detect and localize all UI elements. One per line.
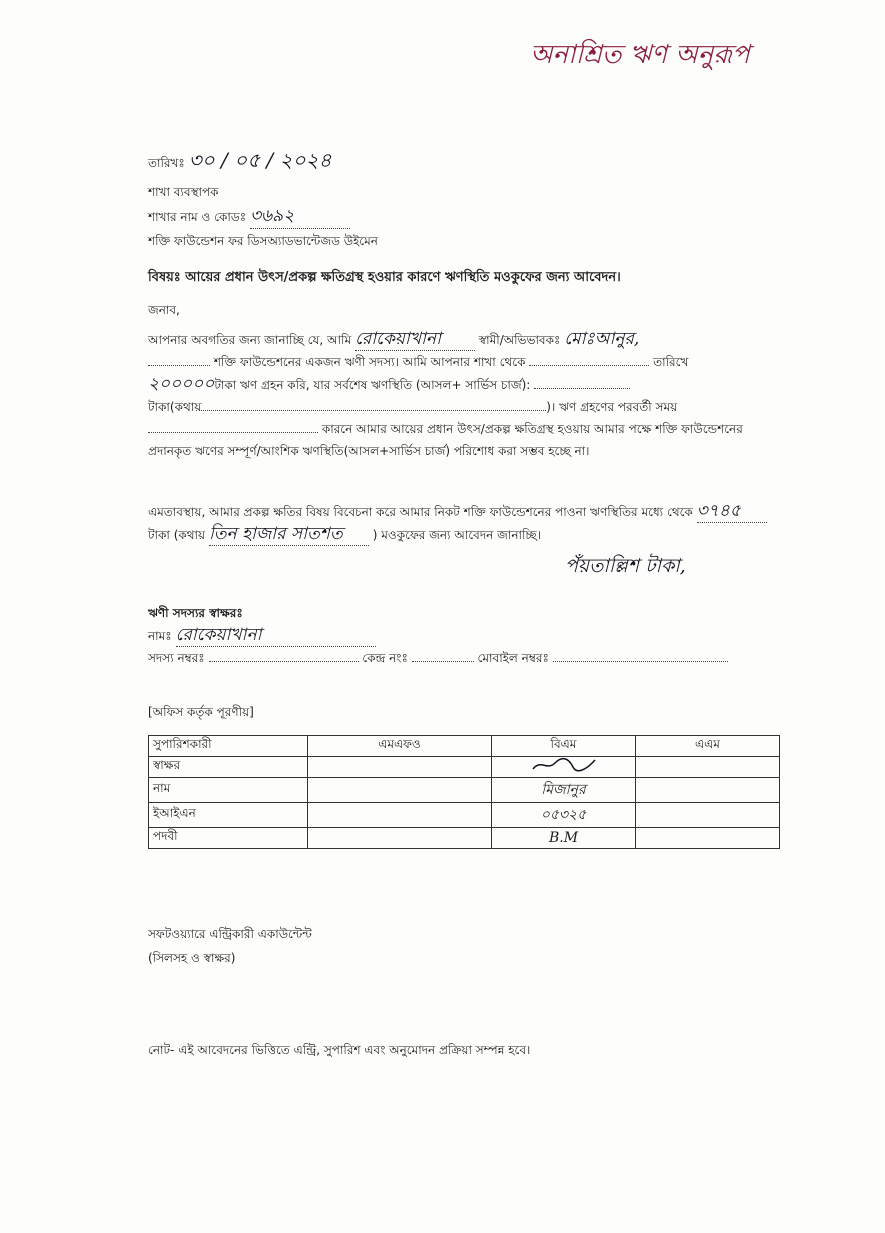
recipient-block [148, 180, 378, 253]
loan-amount: ২০০০০০ [148, 374, 215, 394]
footer-note: নোট- এই আবেদনের ভিত্তিতে এন্ট্রি, সুপারিশ এবং অনুমোদন প্রক্রিয়া সম্পন্ন হবে। [148, 1043, 531, 1057]
branch-line [148, 204, 378, 229]
salutation: জনাব, [148, 303, 180, 317]
member-signature-block [148, 602, 728, 669]
row-label: নাম [149, 778, 308, 803]
office-recommendation-table [148, 735, 780, 849]
bm-ein: ০৫৩২৫ [492, 803, 636, 828]
table-row [149, 803, 780, 828]
bm-name: মিজানুর [492, 778, 636, 803]
blank-4 [201, 410, 546, 411]
organization-name: শক্তি ফাউন্ডেশন ফর ডিসঅ্যাডভান্টেজড উইমেন [148, 234, 378, 248]
body1-text-4: তারিখে [653, 355, 689, 369]
body1-text-2: স্বামী/অভিভাবকঃ [478, 333, 561, 347]
bm-signature [492, 757, 636, 778]
guardian-name: মোঃআনুর, [564, 329, 640, 349]
table-row [149, 828, 780, 849]
member-info-line [148, 647, 728, 669]
mobile-number-blank [553, 661, 728, 662]
branch-label: শাখার নাম ও কোডঃ [148, 210, 247, 224]
body2-text-3: ) মওকুফের জন্য আবেদন জানাচ্ছি। [372, 528, 542, 542]
body1-text-7: )। ঋণ গ্রহণের পরবর্তী সময় [546, 400, 678, 414]
body2-text-2: টাকা (কথায় [148, 528, 206, 542]
member-name-line [148, 624, 728, 647]
body-paragraph-2 [148, 500, 782, 546]
recipient-title: শাখা ব্যবস্থাপক [148, 185, 219, 199]
date-value: ৩০ / ০৫ / ২০২৪ [188, 148, 332, 172]
accountant-seal-note: (সিলসহ ও স্বাক্ষর) [148, 951, 236, 965]
row-label: ইআইএন [149, 803, 308, 828]
body1-text-8: কারনে আমার আয়ের প্রধান উৎস/প্রকল্প ক্ষতিগ্রস্থ হওয়ায় আমার পক্ষে শক্তি ফাউন্ডেশনের প্রদানকৃত ঋণের সম্পূর্ণ/আংশিক ঋণস্থিতি(আসল+সার্ভিস চার্জ) পরিশোধ করা সম্ভব হচ্ছে না। [148, 422, 743, 458]
blank-1 [148, 365, 210, 366]
member-name-label: নামঃ [148, 629, 172, 643]
table-header-cell: বিএম [492, 736, 636, 757]
row-label: পদবী [149, 828, 308, 849]
member-number-blank [209, 661, 359, 662]
blank-5 [148, 432, 318, 433]
body1-text-3: শক্তি ফাউন্ডেশনের একজন ঋণী সদস্য। আমি আপনার শাখা থেকে [213, 355, 526, 369]
center-number-blank [412, 661, 474, 662]
mobile-number-label: মোবাইল নম্বরঃ [477, 651, 549, 665]
handwritten-header-note: অনাশ্রিত ঋণ অনুরূপ [530, 40, 750, 70]
bm-designation: B.M [492, 828, 636, 849]
applicant-name: রোকেয়াখানা [355, 328, 475, 351]
body2-text-1: এমতাবস্থায়, আমার প্রকল্প ক্ষতির বিষয় বিবেচনা করে আমার নিকট শক্তি ফাউন্ডেশনের পাওনা ঋণস্থিতির মধ্যে থেকে [148, 505, 693, 519]
office-section-title: [অফিস কর্তৃক পূরণীয়] [148, 705, 254, 719]
waiver-amount-words: তিন হাজার সাতশত [209, 523, 369, 546]
body1-text-5: টাকা ঋণ গ্রহন করি, যার সর্বশেষ ঋণস্থিতি (আসল+ সার্ভিস চার্জ): [214, 378, 531, 392]
date-label: তারিখঃ [148, 156, 185, 170]
date-line [148, 146, 332, 179]
table-header-row [149, 736, 780, 757]
signature-scribble-icon [529, 757, 599, 773]
subject-line: বিষয়ঃ আয়ের প্রধান উৎস/প্রকল্প ক্ষতিগ্রস্থ হওয়ার কারণে ঋণস্থিতি মওকুফের জন্য আবেদন। [148, 270, 621, 285]
body1-text-1: আপনার অবগতির জন্য জানাচ্ছি যে, আমি [148, 333, 352, 347]
table-header-cell: সুপারিশকারী [149, 736, 308, 757]
member-signature-title: ঋণী সদস্যর স্বাক্ষরঃ [148, 606, 243, 620]
row-label: স্বাক্ষর [149, 757, 308, 778]
branch-code: ৩৬৯২ [250, 204, 350, 229]
body1-text-6: টাকা(কথায় [148, 400, 202, 414]
table-header-cell: এএম [636, 736, 780, 757]
waiver-amount-words-continued: পঁয়তাল্লিশ টাকা, [565, 555, 686, 577]
center-number-label: কেন্দ্র নংঃ [362, 651, 408, 665]
accountant-block [148, 922, 312, 970]
blank-3 [534, 388, 630, 389]
member-name-value: রোকেয়াখানা [176, 624, 376, 647]
body-paragraph-1 [148, 328, 782, 462]
waiver-amount: ৩৭৪৫ [697, 500, 767, 523]
blank-2 [529, 365, 649, 366]
accountant-title: সফটওয়্যারে এন্ট্রিকারী একাউন্টেন্ট [148, 927, 312, 941]
table-row [149, 778, 780, 803]
table-row [149, 757, 780, 778]
member-number-label: সদস্য নম্বরঃ [148, 651, 205, 665]
table-header-cell: এমএফও [308, 736, 492, 757]
